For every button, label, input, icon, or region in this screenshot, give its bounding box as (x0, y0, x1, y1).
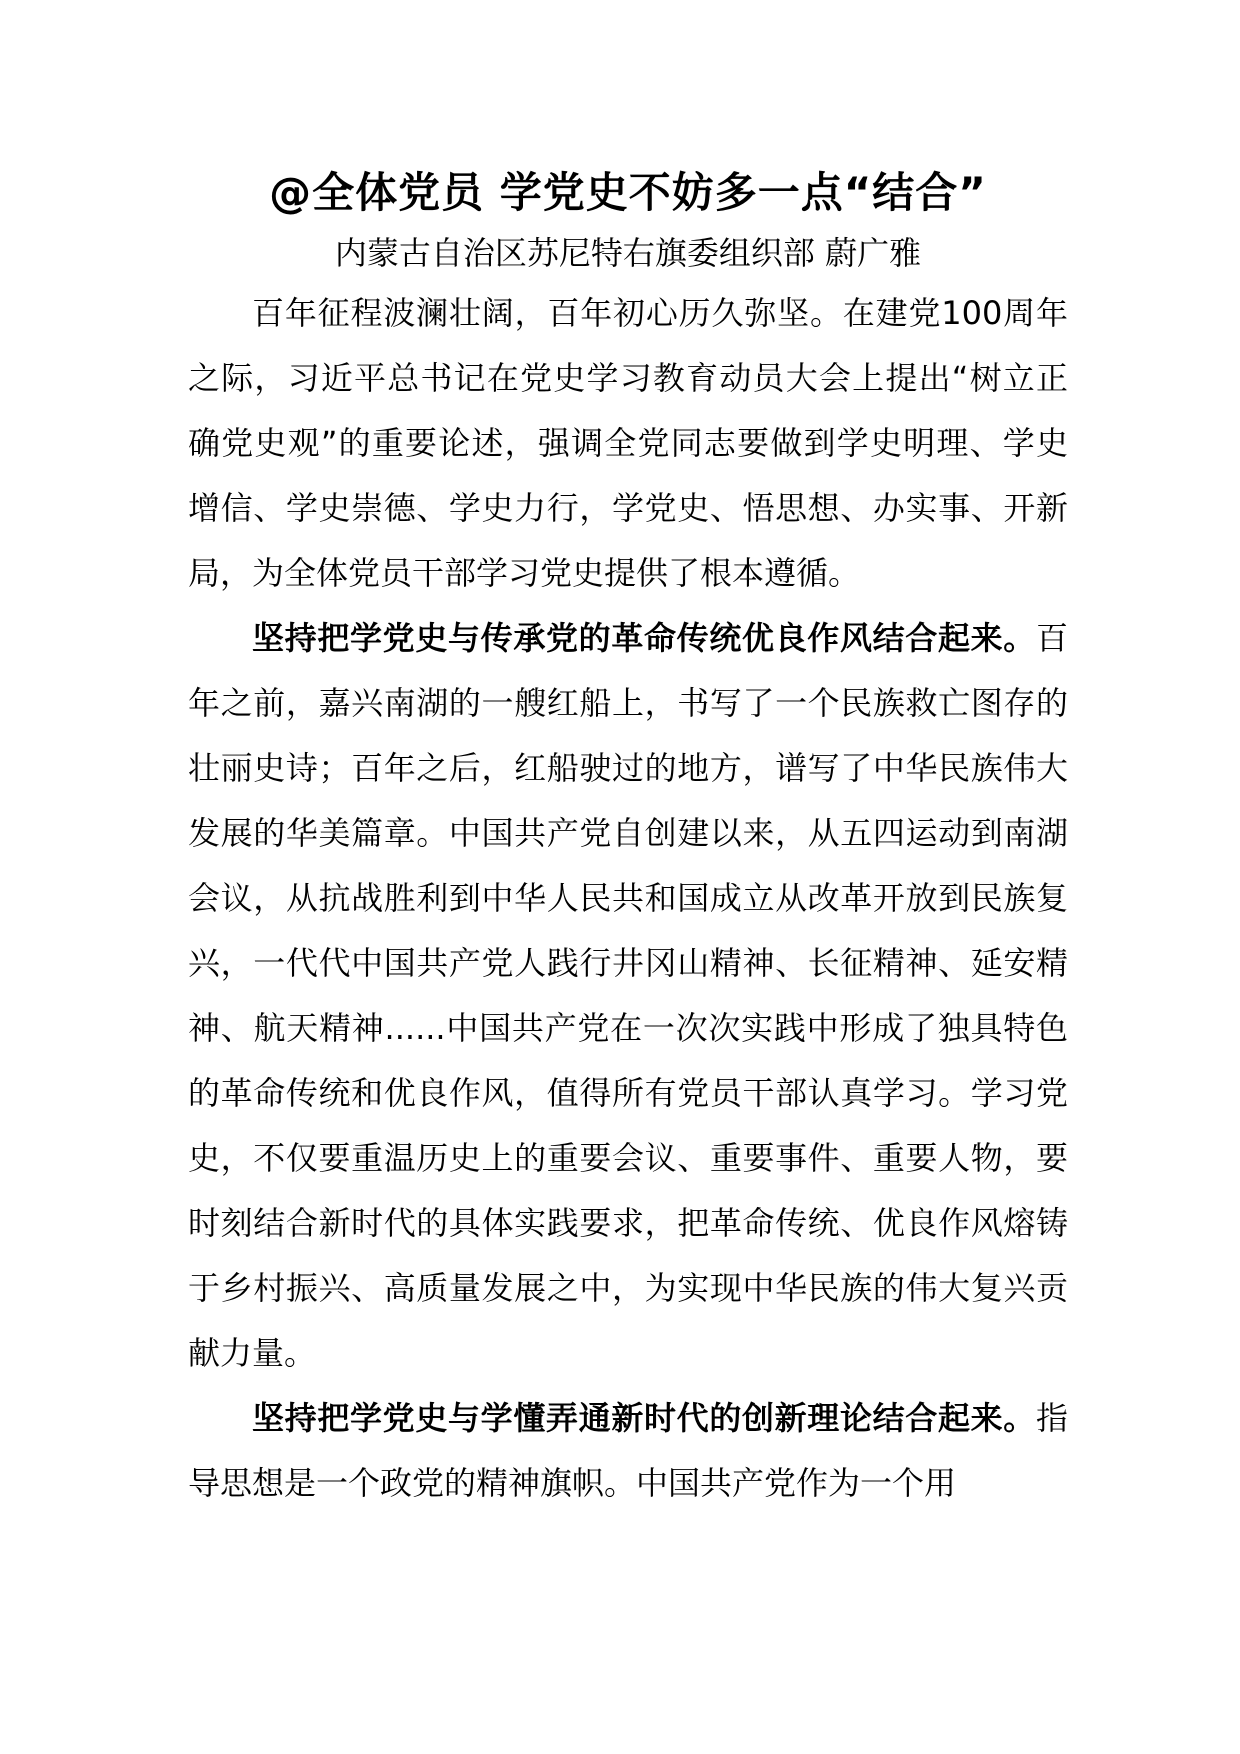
document-byline: 内蒙古自治区苏尼特右旗委组织部 蔚广雅 (334, 234, 922, 272)
paragraph-revolutionary-tradition (188, 606, 1068, 1386)
paragraph-lead: 坚持把学党史与传承党的革命传统优良作风结合起来。 (252, 619, 1036, 657)
paragraph-innovative-theory (188, 1386, 1068, 1516)
document-page (188, 165, 1068, 1516)
paragraph-intro (188, 281, 1068, 606)
paragraph-text: 指导思想是一个政党的精神旗帜。中国共产党作为一个用 (188, 1399, 1068, 1502)
paragraph-text: 百年征程波澜壮阔，百年初心历久弥坚。在建党100周年之际，习近平总书记在党史学习教育动员大会上提出“树立正确党史观”的重要论述，强调全党同志要做到学史明理、学史增信、学史崇德、学史力行，学党史、悟思想、办实事、开新局，为全体党员干部学习党史提供了根本遵循。 (188, 294, 1068, 592)
document-title: @全体党员 学党史不妨多一点“结合” (269, 168, 987, 217)
paragraph-text: 百年之前，嘉兴南湖的一艘红船上，书写了一个民族救亡图存的壮丽史诗；百年之后，红船驶过的地方，谱写了中华民族伟大发展的华美篇章。中国共产党自创建以来，从五四运动到南湖会议，从抗战胜利到中华人民共和国成立从改革开放到民族复兴，一代代中国共产党人践行井冈山精神、长征精神、延安精神、航天精神......中国共产党在一次次实践中形成了独具特色的革命传统和优良作风，值得所有党员干部认真学习。学习党史，不仅要重温历史上的重要会议、重要事件、重要人物，要时刻结合新时代的具体实践要求，把革命传统、优良作风熔铸于乡村振兴、高质量发展之中，为实现中华民族的伟大复兴贡献力量。 (188, 619, 1068, 1372)
paragraph-lead: 坚持把学党史与学懂弄通新时代的创新理论结合起来。 (252, 1399, 1036, 1437)
